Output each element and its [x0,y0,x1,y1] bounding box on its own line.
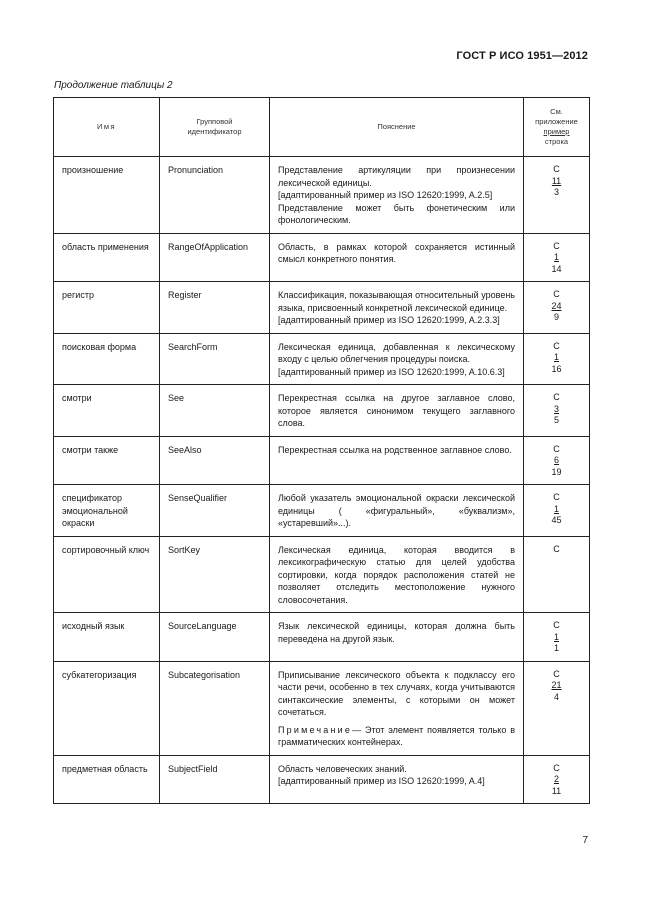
explanation-paragraph: [адаптированный пример из ISO 12620:1999, A.2.5] [278,190,493,200]
cell-reference [524,661,590,755]
example-number: 1 [553,631,559,642]
annex-letter: С [553,340,560,351]
explanation-paragraph: Любой указатель эмоциональной окраски лексической единицы ( «фигуральный», «буквализм», «устаревший»...). [278,493,515,528]
cell-explanation [270,536,524,613]
cell-explanation [270,157,524,234]
explanation-paragraph: Язык лексической единицы, которая должна быть переведена на другой язык. [278,621,515,644]
header-name: Имя [54,98,160,157]
table-row [54,613,590,662]
example-number: 24 [551,300,562,311]
annex-letter: С [553,543,560,554]
line-number: 4 [553,691,559,702]
cell-name: поисковая форма [54,333,160,385]
cell-reference [524,436,590,485]
cell-group-id: SortKey [160,536,270,613]
header-group-id: Групповой идентификатор [160,98,270,157]
cell-reference [524,233,590,282]
cell-name: регистр [54,282,160,334]
explanation-paragraph: [адаптированный пример из ISO 12620:1999, A.2.3.3] [278,315,500,325]
table-row [54,282,590,334]
cell-explanation [270,436,524,485]
cell-reference [524,282,590,334]
page-number: 7 [582,835,588,846]
note-paragraph [278,724,515,749]
line-number: 5 [553,415,559,425]
explanation-paragraph: [адаптированный пример из ISO 12620:1999, A.4] [278,776,485,786]
line-number: 9 [553,312,559,322]
example-number: 2 [553,774,559,784]
cell-name: сортировочный ключ [54,536,160,613]
cell-group-id: SenseQualifier [160,485,270,537]
cell-name: смотри также [54,436,160,485]
cell-group-id: Subcategorisation [160,661,270,755]
cell-reference [524,385,590,437]
annex-letter: С [553,668,560,679]
table-row [54,233,590,282]
cell-name: смотри [54,385,160,437]
cell-reference [524,536,590,613]
explanation-paragraph: Область человеческих знаний. [278,763,407,774]
example-number: 1 [553,252,559,262]
cell-reference [524,613,590,662]
cell-explanation [270,233,524,282]
explanation-paragraph: Лексическая единица, которая вводится в лексикографическую статью для целей удобства сортировки, когда порядок расположения статей не позволяет отследить местоположение нужного словосочетания. [278,544,515,605]
line-number: 11 [551,785,562,796]
example-number: 1 [553,503,559,514]
cell-group-id: RangeOfApplication [160,233,270,282]
cell-reference [524,333,590,385]
cell-name: предметная область [54,755,160,804]
cell-group-id: Pronunciation [160,157,270,234]
table-caption: Продолжение таблицы 2 [54,80,173,91]
cell-explanation [270,661,524,755]
line-number: 14 [551,263,562,274]
table-row [54,755,590,804]
example-number: 11 [551,175,562,186]
cell-explanation [270,333,524,385]
note-text: — Этот элемент появляется только в грамматических контейнерах. [278,724,515,747]
cell-group-id: SourceLanguage [160,613,270,662]
cell-group-id: Register [160,282,270,334]
cell-group-id: SeeAlso [160,436,270,485]
note-label: Примечание [278,724,353,735]
table-row [54,333,590,385]
cell-reference [524,485,590,537]
cell-name: исходный язык [54,613,160,662]
annex-letter: С [553,164,560,174]
annex-letter: С [553,289,560,299]
example-number: 1 [553,352,559,362]
cell-name: произношение [54,157,160,234]
cell-explanation [270,385,524,437]
cell-group-id: See [160,385,270,437]
table-header-row [54,98,590,157]
cell-explanation [270,282,524,334]
cell-explanation [270,755,524,804]
explanation-paragraph: Лексическая единица, добавленная к лексическому входу с целью облегчения процедуры поиска. [278,341,515,364]
header-reference: См. приложение пример строка [524,98,590,157]
explanation-paragraph: Классификация, показывающая относительный уровень языка, присвоенный конкретной лексической единице. [278,290,515,313]
annex-letter: С [553,762,560,773]
cell-name: субкатегоризация [54,661,160,755]
explanation-paragraph: Перекрестная ссылка на другое заглавное слово, которое является синонимом текущего заглавного слова. [278,393,515,428]
cell-explanation [270,613,524,662]
explanation-paragraph: Приписывание лексического объекта к подклассу его части речи, особенно в тех случаях, когда учитываются синтаксические элементы, с которыми он может сочетаться. [278,669,515,717]
annex-letter: С [553,492,560,502]
cell-name: область применения [54,233,160,282]
line-number: 1 [553,643,559,653]
line-number: 16 [551,363,562,374]
table-row [54,436,590,485]
line-number: 45 [551,515,562,525]
cell-group-id: SubjectField [160,755,270,804]
explanation-paragraph: Представление может быть фонетическим или фонологическим. [278,202,515,225]
annex-letter: С [553,240,560,251]
cell-reference [524,157,590,234]
table-row [54,485,590,537]
example-number: 6 [553,455,559,465]
example-number: 3 [553,403,559,414]
example-number: 21 [551,680,562,690]
cell-explanation [270,485,524,537]
annex-letter: С [553,392,560,402]
explanation-paragraph: Представление артикуляции при произнесении лексической единицы. [278,165,515,188]
table-row [54,157,590,234]
explanation-paragraph: Перекрестная ссылка на родственное заглавное слово. [278,444,512,455]
table-row [54,661,590,755]
explanation-paragraph: Область, в рамках которой сохраняется истинный смысл конкретного понятия. [278,241,515,264]
elements-table [53,97,590,804]
annex-letter: С [553,620,560,630]
header-explanation: Пояснение [270,98,524,157]
line-number: 3 [553,187,559,197]
cell-name: спецификатор эмоциональной окраски [54,485,160,537]
line-number: 19 [551,466,562,477]
annex-letter: С [553,443,560,454]
cell-reference [524,755,590,804]
explanation-paragraph: [адаптированный пример из ISO 12620:1999, A.10.6.3] [278,366,505,377]
table-row [54,536,590,613]
table-row [54,385,590,437]
cell-group-id: SearchForm [160,333,270,385]
document-header: ГОСТ Р ИСО 1951—2012 [456,50,588,62]
